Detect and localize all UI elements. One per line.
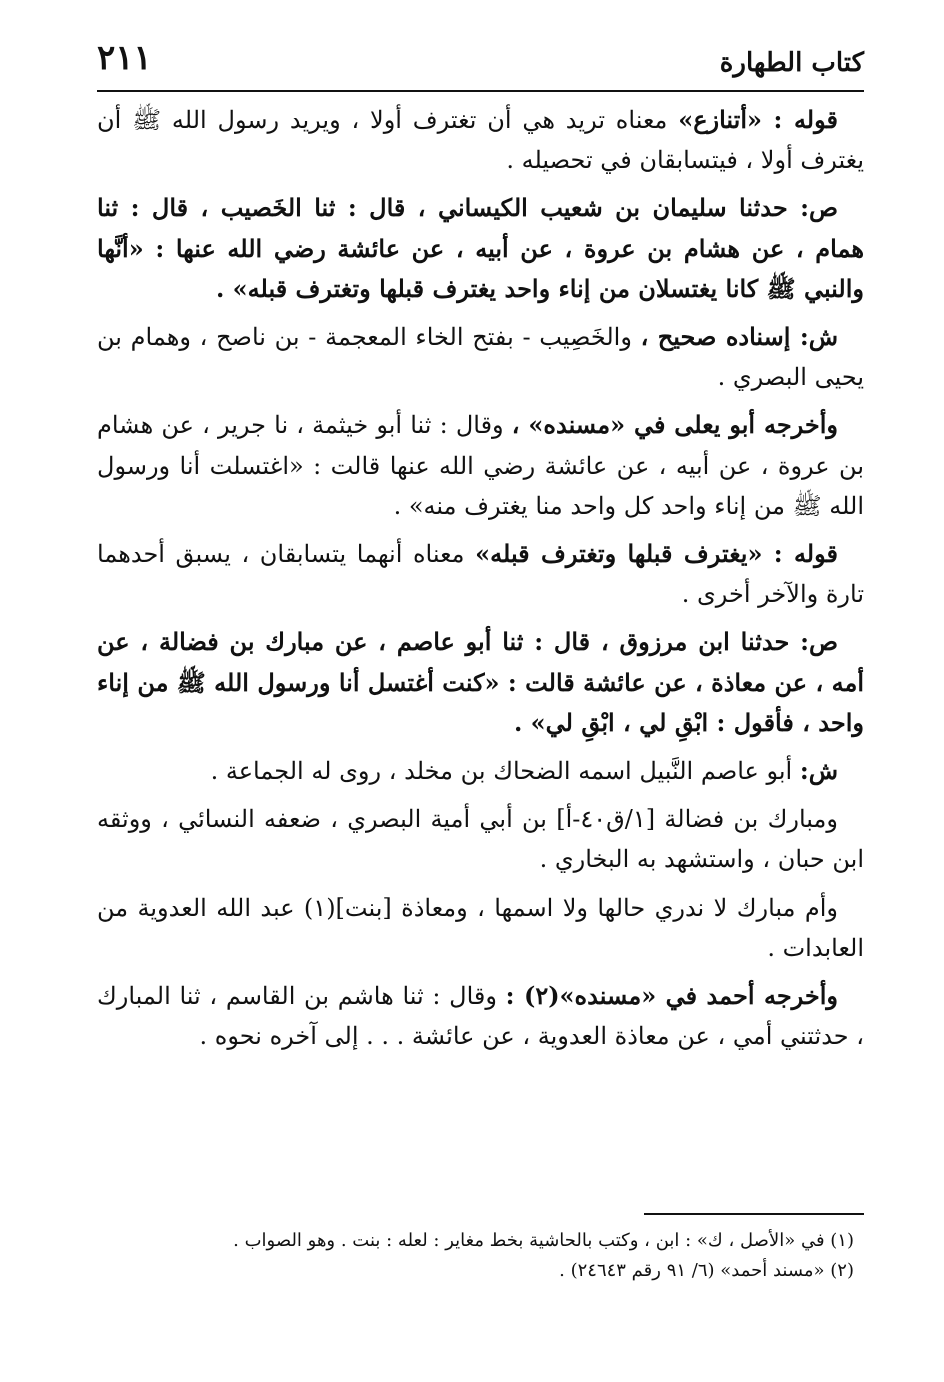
chapter-title: كتاب الطهارة	[719, 48, 864, 78]
paragraph	[97, 534, 864, 614]
paragraph-text: أبو عاصم النَّبيل اسمه الضحاك بن مخلد ، روى له الجماعة .	[210, 757, 800, 786]
paragraph	[97, 888, 864, 968]
paragraph	[97, 799, 864, 879]
page-number: ٢١١	[97, 38, 152, 78]
paragraph	[97, 405, 864, 526]
paragraph-lead: وأخرجه أحمد في «مسنده»(٢) :	[505, 981, 838, 1011]
paragraph	[97, 100, 864, 180]
paragraph-lead: قوله : «يغترف قبلها وتغترف قبله»	[475, 539, 838, 569]
paragraph-text: ومبارك بن فضالة [١/ق٤٠-أ] بن أبي أمية البصري ، ضعفه النسائي ، ووثقه ابن حبان ، واستشهد به البخاري .	[97, 805, 864, 874]
paragraph-lead: وأخرجه أبو يعلى في «مسنده» ،	[511, 410, 839, 440]
main-text	[97, 100, 864, 1064]
paragraph-lead: ص: حدثنا سليمان بن شعيب الكيساني ، قال : ثنا الخَصيب ، قال : ثنا همام ، عن هشام بن عروة ، عن أبيه ، عن عائشة رضي الله عنها : «أنَّها والنبي ﷺ كانا يغتسلان من إناء واحد يغترف قبلها وتغترف قبله» .	[97, 193, 864, 303]
paragraph	[97, 751, 864, 791]
paragraph-lead: ش:	[799, 756, 838, 786]
paragraph-text: معناه تريد هي أن تغترف أولا ، ويريد رسول الله ﷺ أن يغترف أولا ، فيتسابقان في تحصيله .	[97, 106, 864, 175]
paragraph-text: وقال : ثنا أبو خيثمة ، نا جرير ، عن هشام بن عروة ، عن أبيه ، عن عائشة رضي الله عنها قالت : «اغتسلت أنا ورسول الله ﷺ من إناء واحد كل واحد منا يغترف منه» .	[97, 411, 864, 520]
footnotes	[97, 1226, 864, 1286]
page-header	[97, 30, 864, 92]
paragraph	[97, 317, 864, 397]
paragraph-text: معناه أنهما يتسابقان ، يسبق أحدهما تارة والآخر أخرى .	[97, 540, 864, 609]
footnote: (١) في «الأصل ، ك» : ابن ، وكتب بالحاشية بخط مغاير : لعله : بنت . وهو الصواب .	[233, 1230, 854, 1251]
paragraph-text: وأم مبارك لا ندري حالها ولا اسمها ، ومعاذة [بنت](١) عبد الله العدوية من العابدات .	[97, 893, 864, 962]
paragraph	[97, 188, 864, 309]
paragraph-lead: قوله : «أتنازع»	[678, 105, 838, 134]
paragraph-text: وقال : ثنا هاشم بن القاسم ، ثنا المبارك ، حدثتني أمي ، عن معاذة العدوية ، عن عائشة . . . إلى آخره نحوه .	[97, 982, 864, 1051]
paragraph	[97, 622, 864, 743]
paragraph-lead: ش: إسناده صحيح ،	[640, 322, 839, 352]
paragraph	[97, 976, 864, 1056]
footnote: (٢) «مسند أحمد» (٦/ ٩١ رقم ٢٤٦٤٣) .	[559, 1260, 854, 1281]
paragraph-text: والخَصِيب - بفتح الخاء المعجمة - بن ناصح ، وهمام بن يحيى البصري .	[97, 323, 864, 392]
paragraph-lead: ص: حدثنا ابن مرزوق ، قال : ثنا أبو عاصم ، عن مبارك بن فضالة ، عن أمه ، عن معاذة ، عن عائشة قالت : «كنت أغتسل أنا ورسول الله ﷺ من إناء واحد ، فأقول : ابْقِ لي ، ابْقِ لي» .	[97, 627, 864, 737]
footnote-divider	[644, 1213, 864, 1215]
